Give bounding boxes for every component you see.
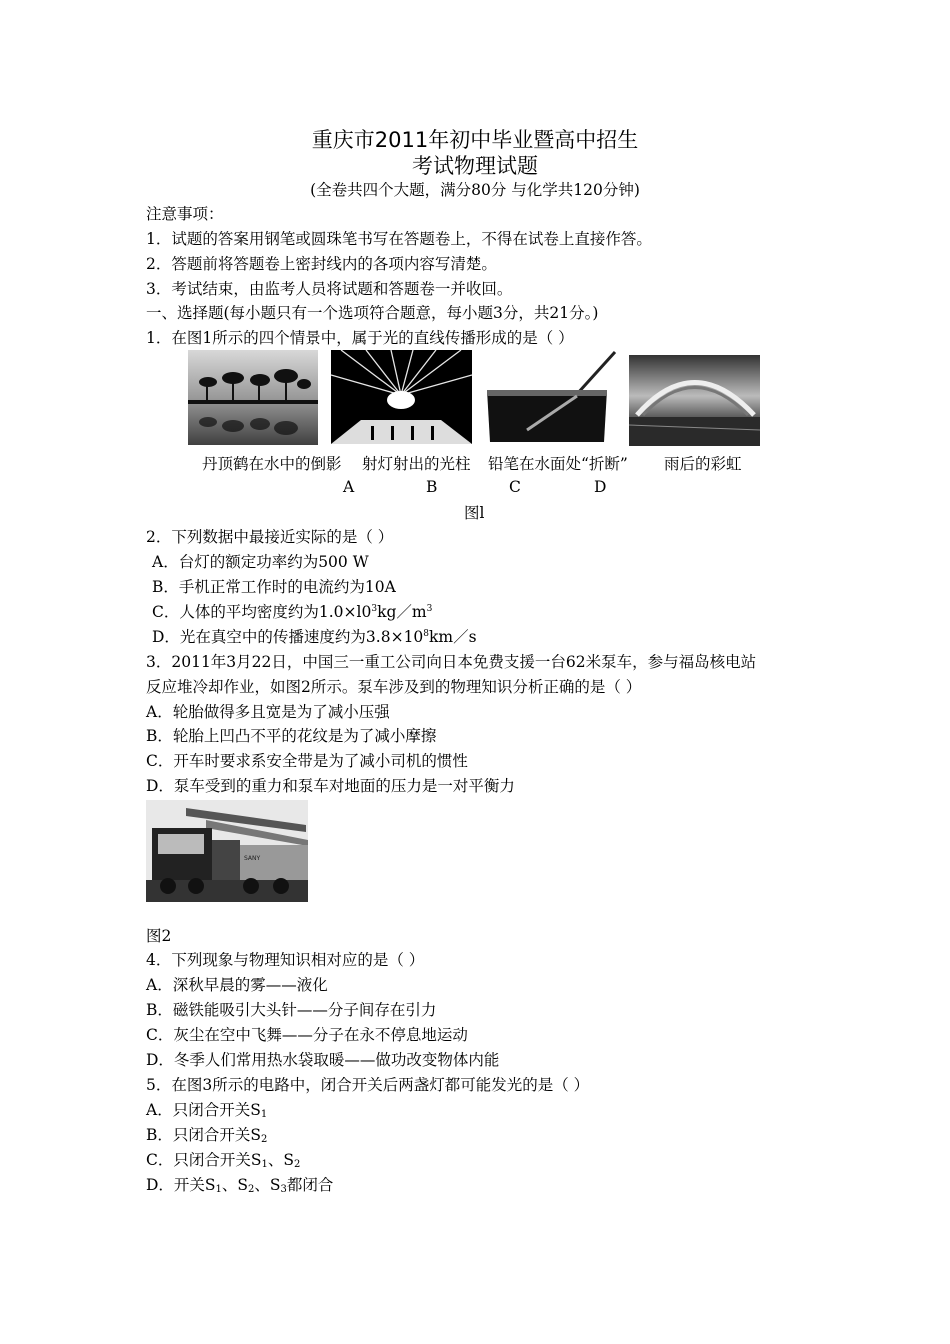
exam-title-line2: 考试物理试题 [412,154,538,178]
q2-option-c: C．人体的平均密度约为$1.0\times l0^3kg/m^3$ [152,603,433,621]
rainbow-image [629,355,760,446]
q3-option-c: C．开车时要求系安全带是为了减小司机的惯性 [146,752,468,770]
q5-option-d: D．开关$S_1$、$S_2$、$S_3$都闭合 [146,1176,334,1195]
q3-option-d: D．泵车受到的重力和泵车对地面的压力是一对平衡力 [146,777,515,795]
pencil-in-water-image [482,350,622,445]
figure1-label: 图l [464,504,485,522]
q1-letter-b: B [426,478,438,496]
q1-stem: 1．在图1所示的四个情景中，属于光的直线传播形成的是（ ） [146,329,574,347]
notice-item-1: 1．试题的答案用钢笔或圆珠笔书写在答题卷上，不得在试卷上直接作答。 [146,230,652,248]
q1-caption-b: 射灯射出的光柱 [362,455,471,473]
figure2-label: 图2 [146,927,172,945]
q1-caption-a: 丹顶鹤在水中的倒影 [202,455,342,473]
q4-option-c: C．灰尘在空中飞舞——分子在永不停息地运动 [146,1026,468,1044]
q4-stem: 4．下列现象与物理知识相对应的是（ ） [146,951,425,969]
spotlight-beams-image [331,350,472,444]
q1-letter-a: A [343,478,355,496]
exam-subtitle: (全卷共四个大题，满分80分 与化学共120分钟) [310,181,640,199]
q4-option-d: D．冬季人们常用热水袋取暖——做功改变物体内能 [146,1051,500,1069]
notice-heading: 注意事项： [146,205,224,223]
q1-letter-c: C [509,478,521,496]
q5-option-c: C．只闭合开关$S_1$、$S_2$ [146,1151,301,1170]
q2-option-a: A．台灯的额定功率约为500 W [152,553,369,571]
q1-caption-c: 铅笔在水面处“折断” [488,455,628,473]
notice-item-3: 3．考试结束，由监考人员将试题和答题卷一并收回。 [146,280,513,298]
q1-caption-d: 雨后的彩虹 [664,455,742,473]
pump-truck-image [146,800,308,902]
crane-reflection-image [188,350,318,445]
q3-option-a: A．轮胎做得多且宽是为了减小压强 [146,703,390,721]
notice-item-2: 2．答题前将答题卷上密封线内的各项内容写清楚。 [146,255,497,273]
q5-option-a: A．只闭合开关$S_1$ [146,1101,268,1120]
q2-stem: 2．下列数据中最接近实际的是（ ） [146,528,394,546]
section1-heading: 一、选择题(每小题只有一个选项符合题意，每小题3分，共21分。) [146,304,599,322]
exam-title-line1: 重庆市2011年初中毕业暨高中招生 [311,128,639,152]
q5-stem: 5．在图3所示的电路中，闭合开关后两盏灯都可能发光的是（ ） [146,1076,590,1094]
q4-option-a: A．深秋早晨的雾——液化 [146,976,328,994]
q4-option-b: B．磁铁能吸引大头针——分子间存在引力 [146,1001,437,1019]
q3-option-b: B．轮胎上凹凸不平的花纹是为了减小摩擦 [146,727,437,745]
q3-stem-line2: 反应堆冷却作业，如图2所示。泵车涉及到的物理知识分析正确的是（ ） [146,678,642,696]
q5-option-b: B．只闭合开关$S_2$ [146,1126,268,1145]
q2-option-b: B．手机正常工作时的电流约为10A [152,578,396,596]
q3-stem-line1: 3．2011年3月22日，中国三一重工公司向日本免费支援一台62米泵车，参与福岛核电站 [146,653,757,671]
truck-brand-text: SANY [244,855,261,862]
q1-letter-d: D [594,478,607,496]
q2-option-d: D．光在真空中的传播速度约为$3.8\times 10^8km/s$ [152,628,477,646]
